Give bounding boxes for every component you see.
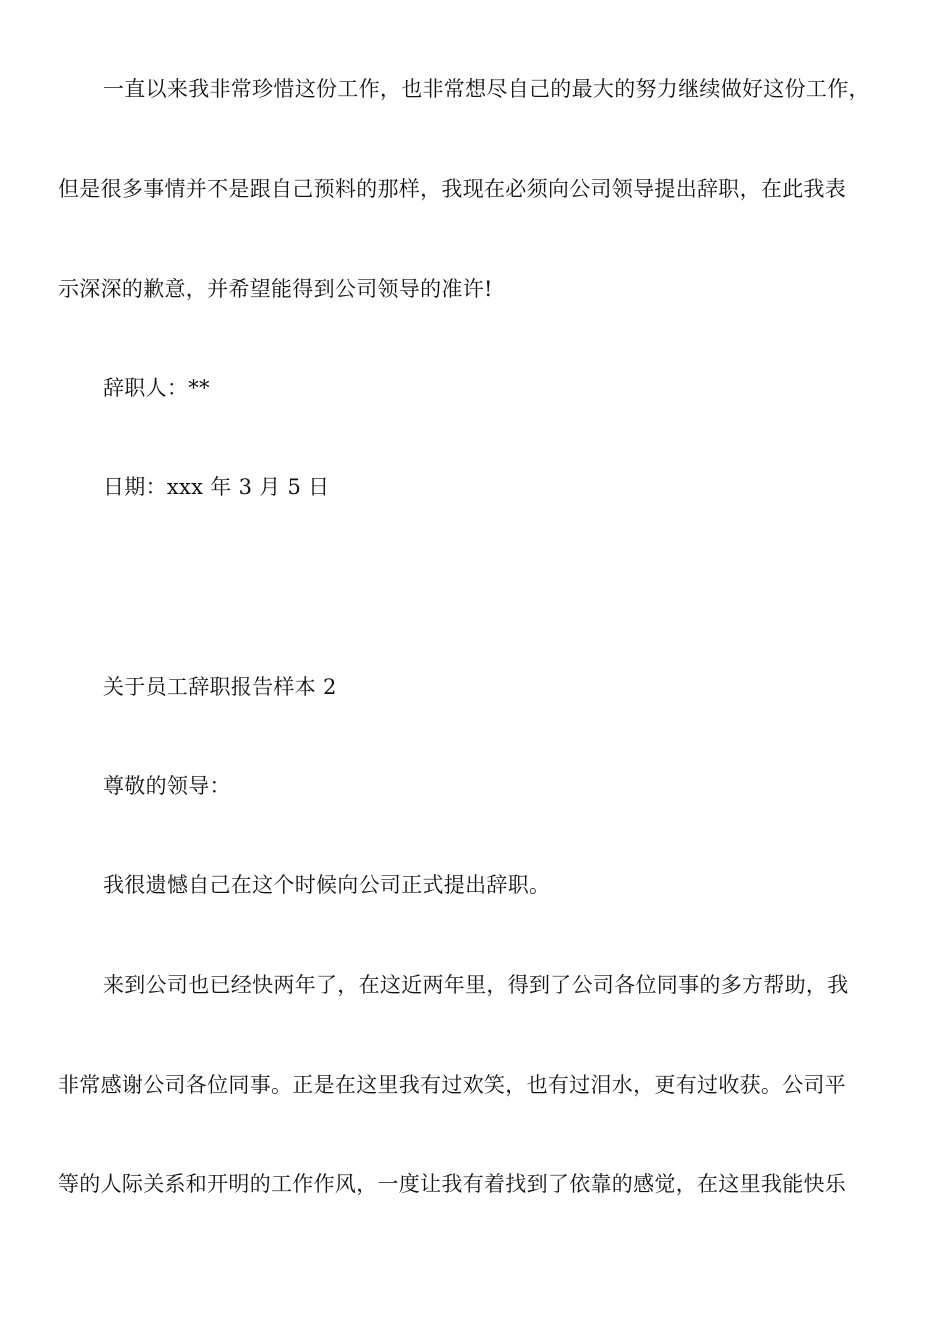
section-title: 关于员工辞职报告样本 2 bbox=[103, 675, 337, 699]
paragraph-1-line-3: 示深深的歉意，并希望能得到公司领导的准许! bbox=[58, 277, 493, 301]
paragraph-3-line-2: 非常感谢公司各位同事。正是在这里我有过欢笑，也有过泪水，更有过收获。公司平 bbox=[58, 1073, 847, 1097]
salutation: 尊敬的领导： bbox=[103, 774, 231, 798]
paragraph-1-line-2: 但是很多事情并不是跟自己预料的那样，我现在必须向公司领导提出辞职，在此我表 bbox=[58, 177, 847, 201]
paragraph-1-line-1: 一直以来我非常珍惜这份工作，也非常想尽自己的最大的努力继续做好这份工作， bbox=[103, 77, 870, 101]
paragraph-3-line-3: 等的人际关系和开明的工作作风，一度让我有着找到了依靠的感觉，在这里我能快乐 bbox=[58, 1172, 847, 1196]
date-line: 日期：xxx 年 3 月 5 日 bbox=[103, 475, 330, 499]
signature-line: 辞职人：** bbox=[103, 376, 210, 400]
paragraph-2: 我很遗憾自己在这个时候向公司正式提出辞职。 bbox=[103, 873, 551, 897]
paragraph-3-line-1: 来到公司也已经快两年了，在这近两年里，得到了公司各位同事的多方帮助，我 bbox=[103, 973, 849, 997]
